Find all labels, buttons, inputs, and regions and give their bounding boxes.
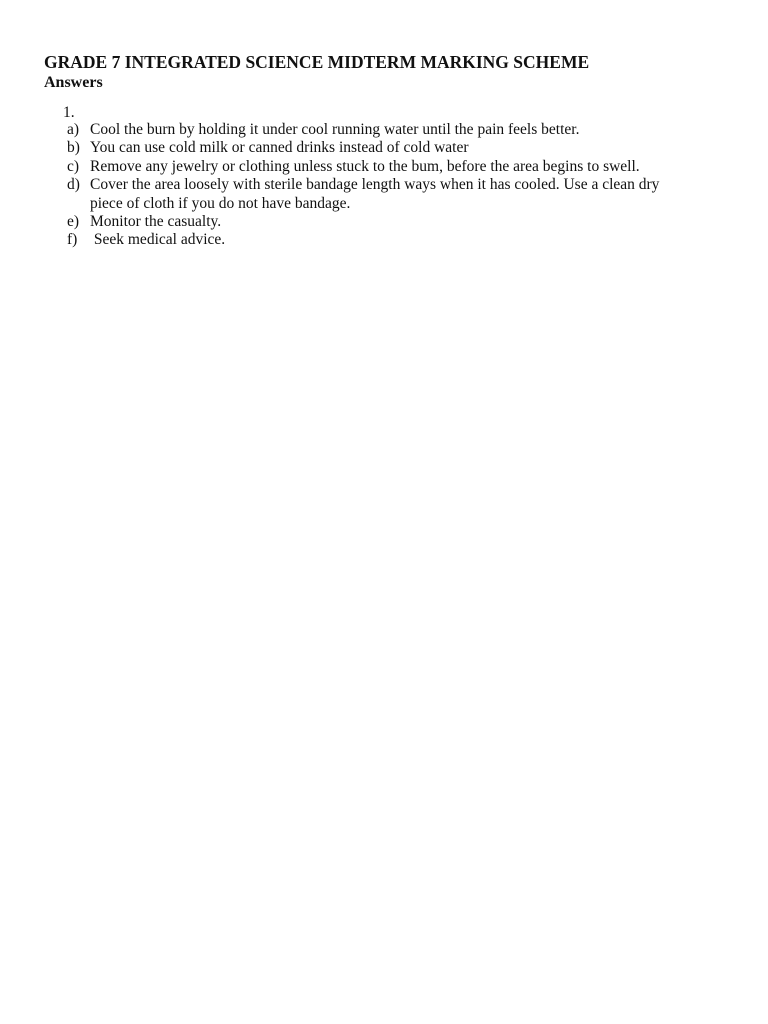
answer-text (90, 213, 720, 231)
answer-text (90, 176, 720, 213)
answer-text-line: Cover the area loosely with sterile bandage length ways when it has cooled. Use a clean dry (90, 176, 660, 194)
answer-item-a (0, 121, 768, 139)
answer-letter: c) (67, 157, 80, 175)
answer-letter: a) (67, 121, 80, 138)
answer-text (90, 158, 720, 176)
answer-item-d (0, 176, 768, 213)
answer-text-line: piece of cloth if you do not have bandage. (90, 194, 351, 212)
answer-text-line: Cool the burn by holding it under cool running water until the pain feels better. (90, 121, 580, 138)
answer-text-line: You can use cold milk or canned drinks instead of cold water (90, 139, 469, 157)
document-title: GRADE 7 INTEGRATED SCIENCE MIDTERM MARKING SCHEME (44, 52, 590, 72)
answer-item-e (0, 213, 768, 231)
question-number: 1. (63, 104, 75, 121)
answer-text (90, 121, 720, 139)
answer-letter: b) (67, 139, 80, 157)
answer-text (90, 231, 720, 249)
answer-text (90, 139, 720, 157)
answer-item-c (0, 158, 768, 176)
answer-text-line: Seek medical advice. (90, 231, 226, 249)
answer-text-line: Monitor the casualty. (90, 212, 222, 230)
answer-letter: d) (67, 176, 80, 194)
answer-letter: e) (67, 212, 80, 230)
answer-text-line: Remove any jewelry or clothing unless stuck to the bum, before the area begins to swell. (90, 157, 640, 175)
answer-item-f (0, 231, 768, 249)
answer-list (0, 121, 768, 250)
answer-letter: f) (67, 231, 78, 249)
section-heading-answers: Answers (44, 74, 103, 91)
answer-item-b (0, 139, 768, 157)
